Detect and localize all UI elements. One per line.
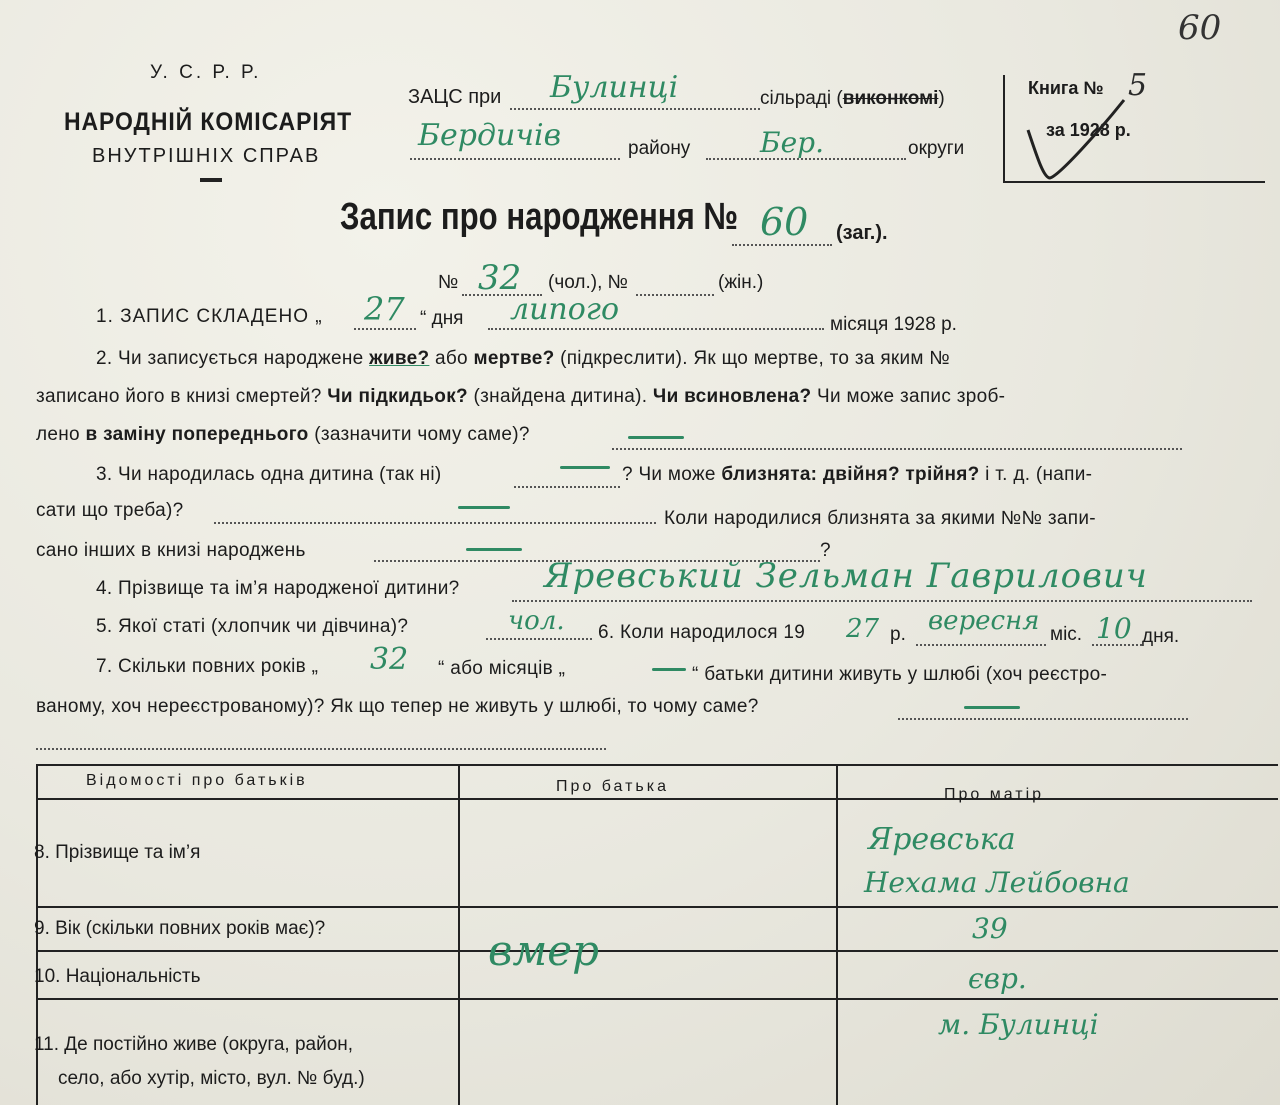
table-col-parents: Відомості про батьків — [86, 772, 308, 789]
commissariat-subtitle: ВНУТРІШНІХ СПРАВ — [92, 145, 321, 167]
q7-l1c: “ батьки дитини живуть у шлюбі (хоч реєстро- — [692, 664, 1108, 685]
selrada-close: ) — [938, 88, 945, 109]
rayonu-label: району — [628, 138, 691, 159]
male-label: (чол.), № — [548, 272, 629, 293]
q3-line2b — [664, 508, 1096, 530]
q6-text: 6. Коли народилося 19 — [598, 622, 806, 643]
q6-year-value: 27 — [846, 614, 880, 644]
q2-dead: мертве? — [473, 348, 555, 369]
corner-number: 60 — [1178, 8, 1222, 48]
q6-month-value: вересня — [928, 606, 1040, 636]
district-line — [410, 158, 620, 160]
q2-l3c: (зазначити чому саме)? — [314, 424, 530, 445]
father-nationality: вмер — [488, 926, 600, 975]
mother-age: 39 — [972, 912, 1008, 945]
q6-mis: міс. — [1050, 624, 1083, 645]
header-divider — [38, 798, 1278, 800]
q2-l2a: записано його в книзі смертей? — [36, 386, 322, 407]
q2-answer-line — [612, 448, 1182, 450]
q1-month-label: місяця 1928 р. — [830, 314, 957, 335]
republic-label: У. С. Р. Р. — [150, 62, 262, 83]
q2-adopted: Чи всиновлена? — [652, 386, 812, 407]
q7-years-value: 32 — [370, 642, 409, 677]
q7-months-dash — [652, 668, 686, 671]
table-row-label-nationality: 10. Національність — [34, 966, 201, 987]
record-number-line — [732, 244, 832, 246]
book-number: 5 — [1128, 68, 1148, 103]
q3-l2a: сати що треба)? — [36, 500, 184, 521]
q6-r: р. — [890, 624, 906, 645]
zags-prefix: ЗАЦС при — [408, 86, 502, 108]
vykonkom-text: виконкомі — [842, 88, 939, 109]
q7-l2: ваному, хоч нереєстрованому)? Як що тепер не живуть у шлюбі, то чому саме? — [36, 696, 759, 717]
q3-dash-mark-2 — [458, 506, 510, 509]
record-title-suffix: (заг.). — [836, 222, 888, 244]
book-check-mark — [1020, 90, 1130, 185]
q4-answer-line — [512, 600, 1252, 602]
q7-l1b: “ або місяців „ — [438, 658, 566, 679]
q3-l1a: 3. Чи народилась одна дитина (так ні) — [96, 464, 442, 485]
col-divider-2 — [836, 766, 838, 1105]
q3-dash-mark-3 — [466, 548, 522, 551]
book-year: за 1928 р. — [1046, 120, 1131, 140]
q1-day-line — [354, 328, 416, 330]
q4-value: Яревський Зельман Гаврилович — [544, 556, 1148, 596]
q3-line3 — [36, 540, 306, 562]
mother-name-line1: Яревська — [868, 822, 1016, 857]
q3-l1b: ? Чи може — [622, 464, 716, 485]
female-label: (жін.) — [718, 272, 764, 293]
q3-l1d: і т. д. (напи- — [985, 464, 1093, 485]
q7-answer-line — [898, 718, 1188, 720]
q2-live: живе? — [369, 348, 430, 369]
q2-l1a: 2. Чи записується народжене — [96, 348, 364, 369]
village-line — [510, 108, 760, 110]
record-title-text: Запис про народження № — [340, 196, 739, 238]
table-row-label-residence-2: село, або хутір, місто, вул. № буд.) — [58, 1068, 365, 1089]
q2-line2 — [36, 386, 1005, 408]
q4-text: 4. Прізвище та ім’я народженої дитини? — [96, 578, 460, 599]
q2-l1e: (підкреслити). Як що мертве, то за яким № — [560, 348, 951, 369]
q7-l1a: 7. Скільки повних років „ — [96, 656, 319, 677]
mother-residence: м. Булинці — [938, 1008, 1099, 1041]
parents-table — [36, 764, 1278, 1105]
record-number: 60 — [760, 200, 809, 244]
q1-day-label: “ дня — [420, 308, 464, 329]
q7-answer-line-2 — [36, 748, 606, 750]
q1-month-line — [488, 328, 824, 330]
header-dash — [200, 178, 222, 182]
q2-l3a: лено — [36, 424, 80, 445]
table-row-label-residence: 11. Де постійно живе (округа, район, — [34, 1034, 354, 1055]
table-col-father: Про батька — [556, 778, 669, 795]
q3-twins: близнята: двійня? трійня? — [721, 464, 980, 485]
okrug-value: Бер. — [760, 126, 824, 159]
q3-dash-mark — [560, 466, 610, 469]
q5-value: чол. — [508, 606, 565, 636]
col-divider-1 — [458, 766, 460, 1105]
table-row-label-age: 9. Вік (скільки повних років має)? — [34, 918, 326, 939]
q3-answer1-line — [514, 486, 620, 488]
q2-line1 — [96, 348, 950, 370]
q1-month-value: липого — [510, 292, 620, 327]
q2-l2c: (знайдена дитина). — [473, 386, 648, 407]
q2-l1c: або — [434, 348, 468, 369]
sub-no-label: № — [438, 272, 459, 293]
row-divider-1 — [38, 906, 1278, 908]
row-divider-2 — [38, 950, 1278, 952]
q6-day-value: 10 — [1096, 612, 1132, 645]
q3-answer2-line — [214, 522, 656, 524]
q2-l2e: Чи може запис зроб- — [817, 386, 1006, 407]
male-number: 32 — [478, 258, 522, 298]
q3-l3a: сано інших в книзі народжень — [36, 540, 306, 561]
q2-dash-mark — [628, 436, 684, 439]
q6-dnya: дня. — [1142, 626, 1180, 647]
q6-month-line — [916, 644, 1046, 646]
selrada-label — [760, 88, 945, 110]
q3-line2 — [36, 500, 184, 522]
q2-foundling: Чи підкидьок? — [327, 386, 468, 407]
q5-answer-line — [486, 638, 592, 640]
okrugy-label: округи — [908, 138, 965, 159]
q1-day-value: 27 — [364, 290, 405, 328]
mother-nationality: євр. — [968, 962, 1027, 995]
q1-text: 1. ЗАПИС СКЛАДЕНО „ — [96, 306, 323, 327]
commissariat-title: НАРОДНІЙ КОМІСАРІЯТ — [64, 108, 353, 136]
mother-name-line2: Нехама Лейбовна — [864, 866, 1130, 899]
q3-l2b: Коли народилися близнята за якими №№ запи- — [664, 508, 1096, 529]
row-divider-3 — [38, 998, 1278, 1000]
table-row-label-name: 8. Прізвище та ім’я — [34, 842, 201, 863]
district-value: Бердичів — [418, 118, 562, 153]
female-number-line — [636, 294, 714, 296]
q3-line1b — [622, 464, 1092, 486]
q3-line1 — [96, 464, 442, 486]
village-value: Булинці — [550, 70, 679, 105]
q3-l3b: ? — [820, 540, 831, 561]
q2-line3 — [36, 424, 530, 446]
book-label: Книга № — [1028, 78, 1104, 98]
selrada-text: сільраді ( — [760, 88, 843, 109]
q7-dash-mark — [964, 706, 1020, 709]
table-col-mother: Про матір — [944, 786, 1045, 803]
q5-text: 5. Якої статі (хлопчик чи дівчина)? — [96, 616, 409, 637]
record-title — [340, 196, 738, 239]
q2-replacement: в заміну попереднього — [85, 424, 309, 445]
